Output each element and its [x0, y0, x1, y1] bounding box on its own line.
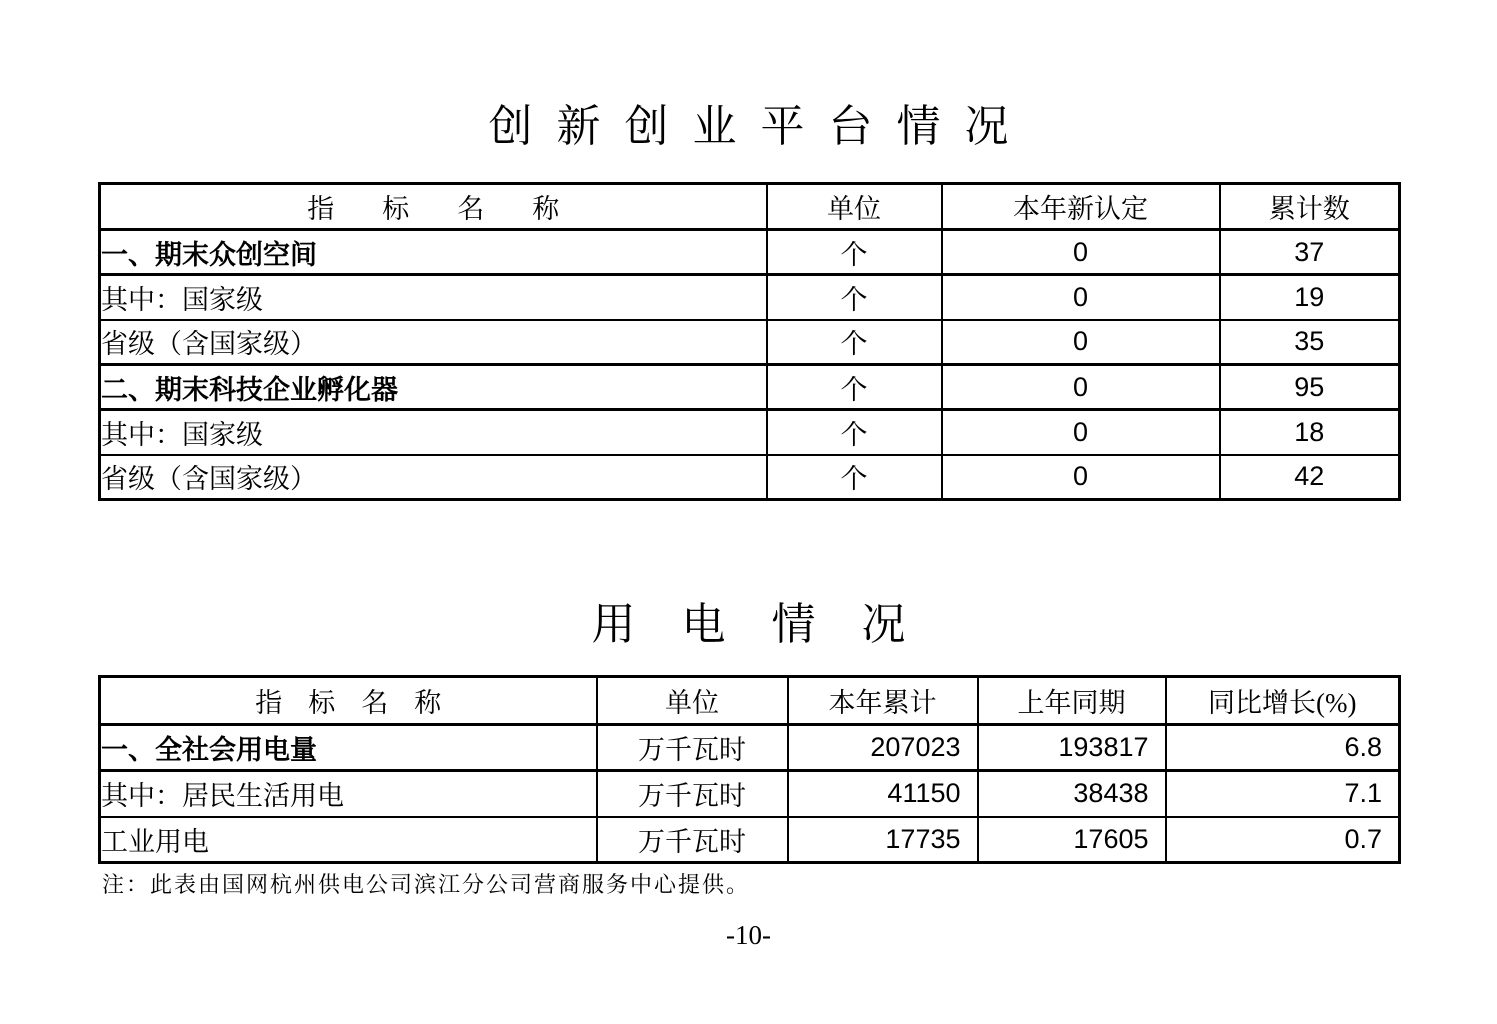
- table-row: [100, 455, 1400, 500]
- unit-value: 个: [767, 455, 942, 500]
- total-value: 35: [1220, 320, 1400, 365]
- table-row: [100, 725, 1400, 771]
- previous-year-value: 17605: [978, 817, 1166, 863]
- section1-title: 创新创业平台情况: [488, 102, 1033, 151]
- new-count-value: 0: [942, 410, 1220, 455]
- table2-header-growth: 同比增长(%): [1166, 677, 1400, 725]
- indicator-label: 二、期末科技企业孵化器: [100, 365, 767, 410]
- total-value: 37: [1220, 230, 1400, 275]
- source-note: 注：此表由国网杭州供电公司滨江分公司营商服务中心提供。: [102, 872, 751, 897]
- table2-header-row: [100, 677, 1400, 725]
- previous-year-value: 38438: [978, 771, 1166, 817]
- previous-year-value: 193817: [978, 725, 1166, 771]
- unit-value: 个: [767, 365, 942, 410]
- table2-header-current: 本年累计: [788, 677, 978, 725]
- table-row: [100, 230, 1400, 275]
- table-row: [100, 817, 1400, 863]
- unit-value: 个: [767, 320, 942, 365]
- table1-header-total: 累计数: [1220, 184, 1400, 230]
- table1-header-row: [100, 184, 1400, 230]
- unit-value: 万千瓦时: [597, 725, 788, 771]
- indicator-label: 其中：国家级: [100, 275, 767, 320]
- new-count-value: 0: [942, 365, 1220, 410]
- indicator-label: 省级（含国家级）: [100, 320, 767, 365]
- section2-title: 用电情况: [591, 600, 952, 649]
- table-row: [100, 320, 1400, 365]
- unit-value: 个: [767, 275, 942, 320]
- table2-header-indicator-name: 指标名称: [100, 677, 597, 725]
- unit-value: 个: [767, 230, 942, 275]
- innovation-platform-table: [98, 182, 1401, 501]
- unit-value: 万千瓦时: [597, 817, 788, 863]
- indicator-label: 工业用电: [100, 817, 597, 863]
- growth-value: 6.8: [1166, 725, 1400, 771]
- table-row: [100, 771, 1400, 817]
- new-count-value: 0: [942, 275, 1220, 320]
- indicator-label: 省级（含国家级）: [100, 455, 767, 500]
- table2-header-previous: 上年同期: [978, 677, 1166, 725]
- electricity-usage-table: [98, 675, 1401, 864]
- table-row: [100, 275, 1400, 320]
- indicator-label: 一、全社会用电量: [100, 725, 597, 771]
- new-count-value: 0: [942, 320, 1220, 365]
- growth-value: 7.1: [1166, 771, 1400, 817]
- table-row: [100, 410, 1400, 455]
- current-year-value: 207023: [788, 725, 978, 771]
- table2-header-unit: 单位: [597, 677, 788, 725]
- unit-value: 个: [767, 410, 942, 455]
- new-count-value: 0: [942, 455, 1220, 500]
- table1-header-new-count: 本年新认定: [942, 184, 1220, 230]
- indicator-label: 其中：国家级: [100, 410, 767, 455]
- page-number: -10-: [726, 920, 771, 950]
- total-value: 18: [1220, 410, 1400, 455]
- indicator-label: 其中：居民生活用电: [100, 771, 597, 817]
- indicator-label: 一、期末众创空间: [100, 230, 767, 275]
- total-value: 95: [1220, 365, 1400, 410]
- table1-header-indicator-name: 指标名称: [100, 184, 767, 230]
- new-count-value: 0: [942, 230, 1220, 275]
- table1-header-unit: 单位: [767, 184, 942, 230]
- total-value: 42: [1220, 455, 1400, 500]
- unit-value: 万千瓦时: [597, 771, 788, 817]
- table-row: [100, 365, 1400, 410]
- total-value: 19: [1220, 275, 1400, 320]
- current-year-value: 17735: [788, 817, 978, 863]
- growth-value: 0.7: [1166, 817, 1400, 863]
- current-year-value: 41150: [788, 771, 978, 817]
